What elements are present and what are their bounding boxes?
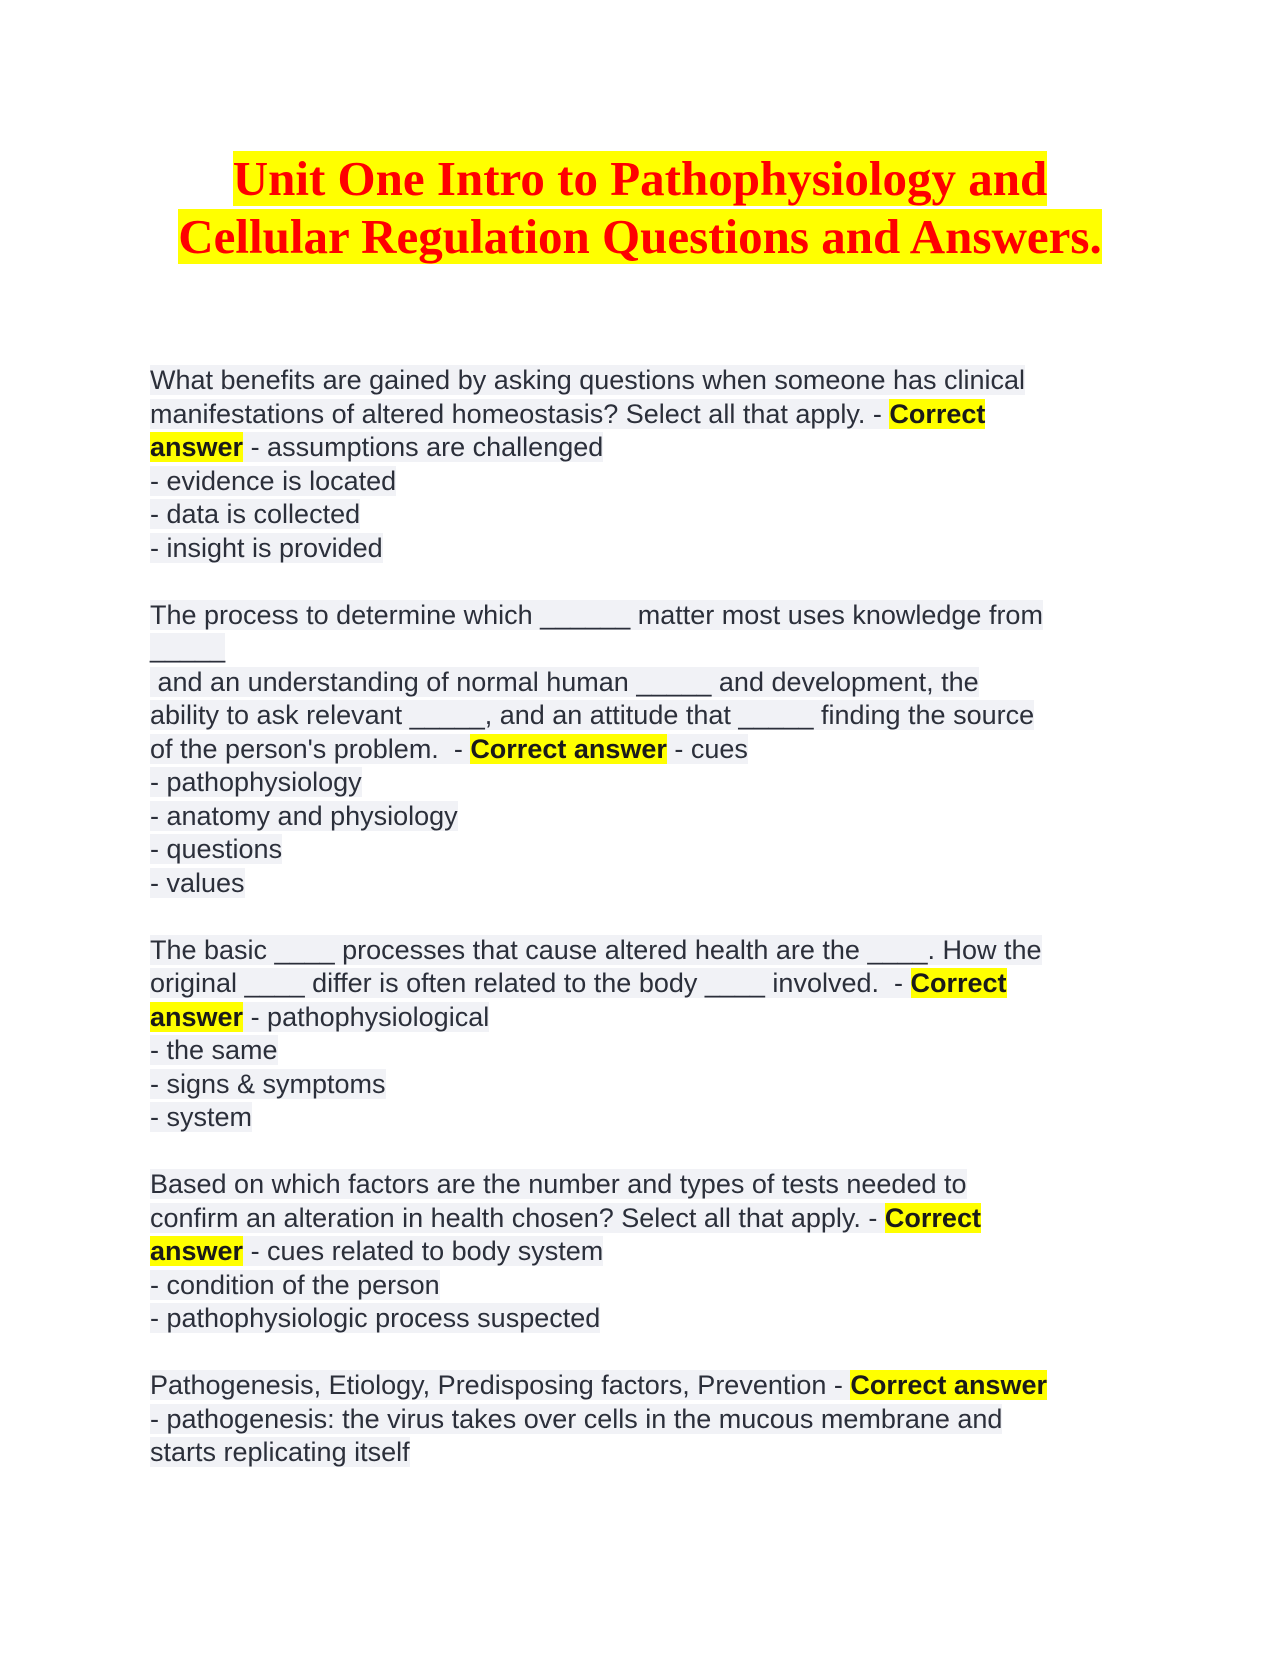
qa-block-4 (150, 1168, 1130, 1336)
answer-line: - questions (150, 834, 283, 864)
question-line: _____ (150, 633, 226, 663)
answer-line: answer - pathophysiological (150, 1001, 490, 1032)
question-line: Based on which factors are the number and types of tests needed to (150, 1169, 967, 1199)
qa-block-5 (150, 1369, 1130, 1470)
question-line: original ____ differ is often related to the body ____ involved. - Correct (150, 968, 1007, 998)
qa-block-2 (150, 599, 1130, 901)
question-line: What benefits are gained by asking questions when someone has clinical (150, 365, 1026, 395)
answer-line: - insight is provided (150, 532, 383, 563)
answer-line: - signs & symptoms (150, 1068, 386, 1099)
answer-line: - pathogenesis: the virus takes over cells in the mucous membrane and (150, 1403, 1003, 1434)
question-line: Pathogenesis, Etiology, Predisposing factors, Prevention - Correct answer (150, 1370, 1047, 1400)
correct-answer-label: Correct (889, 398, 986, 429)
answer-line: starts replicating itself (150, 1437, 410, 1467)
correct-answer-label: Correct (910, 968, 1007, 998)
answer-line: - values (150, 867, 245, 898)
question-line: confirm an alteration in health chosen? Select all that apply. - Correct (150, 1202, 981, 1233)
question-line: and an understanding of normal human _____ and development, the (150, 666, 979, 697)
question-line: of the person's problem. - Correct answer - cues (150, 733, 748, 764)
answer-line: answer - cues related to body system (150, 1236, 604, 1266)
answer-line: - system (150, 1102, 253, 1132)
answer-line: - pathophysiology (150, 767, 362, 797)
answer-line: - pathophysiologic process suspected (150, 1303, 601, 1333)
title-line-1: Unit One Intro to Pathophysiology and (232, 151, 1048, 206)
qa-content (150, 364, 1130, 1503)
answer-line: - the same (150, 1035, 278, 1065)
question-line: ability to ask relevant _____, and an attitude that _____ finding the source (150, 700, 1035, 730)
question-line: manifestations of altered homeostasis? Select all that apply. - Correct (150, 398, 986, 429)
correct-answer-label: Correct answer (470, 733, 667, 764)
answer-line: - data is collected (150, 499, 361, 529)
document-title (140, 150, 1140, 266)
question-line: The process to determine which ______ matter most uses knowledge from (150, 599, 1043, 630)
correct-answer-label: answer (150, 1236, 244, 1266)
qa-block-3 (150, 934, 1130, 1135)
answer-line: - anatomy and physiology (150, 800, 458, 831)
correct-answer-label: answer (150, 1001, 244, 1032)
title-line-2: Cellular Regulation Questions and Answers. (178, 209, 1102, 264)
answer-line: - condition of the person (150, 1269, 440, 1300)
correct-answer-label: answer (150, 432, 244, 462)
question-line: The basic ____ processes that cause altered health are the ____. How the (150, 934, 1042, 965)
correct-answer-label: Correct answer (850, 1370, 1047, 1400)
answer-line: answer - assumptions are challenged (150, 432, 604, 462)
qa-block-1 (150, 364, 1130, 565)
answer-line: - evidence is located (150, 465, 397, 496)
correct-answer-label: Correct (884, 1202, 981, 1233)
